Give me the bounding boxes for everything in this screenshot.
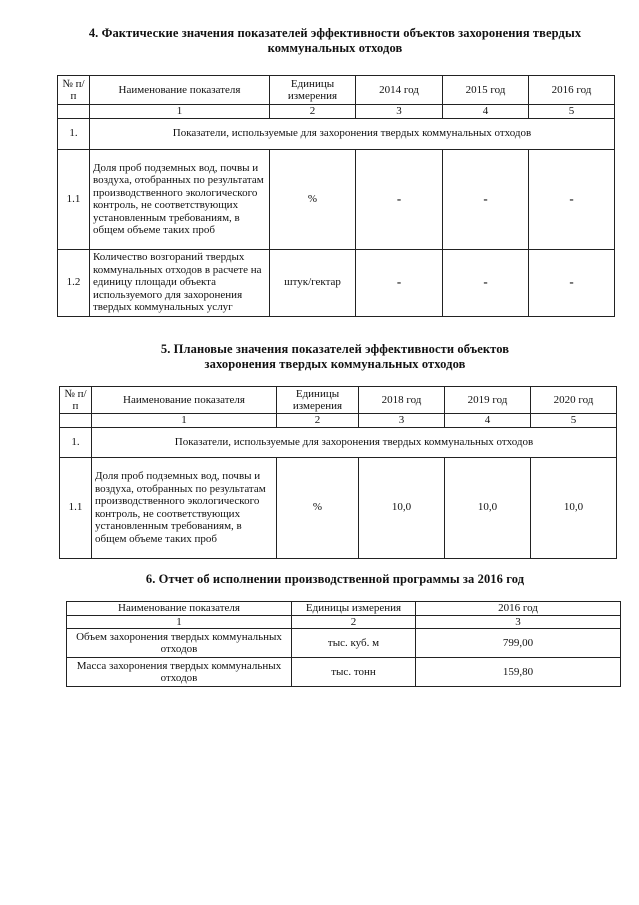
section4-title <box>40 26 630 56</box>
header-year-2015: 2015 год <box>443 76 529 105</box>
section4-title-line2: коммунальных отходов <box>267 41 403 55</box>
row-name: Объем захоронения твердых коммунальных отходов <box>67 629 292 658</box>
section6-title <box>40 572 630 587</box>
group-label: Показатели, используемые для захоронения твердых коммунальных отходов <box>92 427 617 457</box>
row-value-2015: - <box>443 249 529 316</box>
section5-colnum-row <box>60 414 617 428</box>
section5-title <box>40 342 630 372</box>
group-label: Показатели, используемые для захоронения твердых коммунальных отходов <box>90 118 615 149</box>
header-unit: Единицы измерения <box>292 602 416 616</box>
row-value: 159,80 <box>416 658 621 687</box>
colnum-1: 1 <box>67 615 292 629</box>
row-unit: штук/гектар <box>270 249 356 316</box>
row-value-2014: - <box>356 249 443 316</box>
row-name: Доля проб подземных вод, почвы и воздуха, отобранных по результатам производственного экологического контроль, не соответствующих установленным требованиям, в общем объеме таких проб <box>92 457 277 558</box>
row-name: Масса захоронения твердых коммунальных отходов <box>67 658 292 687</box>
section5-header-row <box>60 387 617 414</box>
header-num: № п/п <box>58 76 90 105</box>
colnum-1: 1 <box>90 105 270 119</box>
colnum-1: 1 <box>92 414 277 428</box>
row-value-2016: - <box>529 249 615 316</box>
section4-table <box>57 75 615 317</box>
colnum-blank <box>60 414 92 428</box>
row-value-2015: - <box>443 149 529 249</box>
table-row <box>58 149 615 249</box>
table-row <box>67 658 621 687</box>
table-row <box>67 629 621 658</box>
row-unit: тыс. куб. м <box>292 629 416 658</box>
header-year-2020: 2020 год <box>531 387 617 414</box>
header-year-2019: 2019 год <box>445 387 531 414</box>
row-value-2019: 10,0 <box>445 457 531 558</box>
colnum-4: 4 <box>445 414 531 428</box>
group-num: 1. <box>60 427 92 457</box>
table-row <box>58 249 615 316</box>
row-name: Количество возгораний твердых коммунальных отходов в расчете на единицу площади объекта используемого для захоронения твердых коммунальных услуг <box>90 249 270 316</box>
row-unit: тыс. тонн <box>292 658 416 687</box>
section5-title-line1: 5. Плановые значения показателей эффективности объектов <box>160 342 510 356</box>
section4-colnum-row <box>58 105 615 119</box>
group-num: 1. <box>58 118 90 149</box>
row-num: 1.1 <box>60 457 92 558</box>
section5-group-row <box>60 427 617 457</box>
section5-title-line2: захоронения твердых коммунальных отходов <box>204 357 466 371</box>
row-value-2014: - <box>356 149 443 249</box>
colnum-3: 3 <box>356 105 443 119</box>
row-value-2018: 10,0 <box>359 457 445 558</box>
row-num: 1.2 <box>58 249 90 316</box>
colnum-5: 5 <box>529 105 615 119</box>
header-year-2018: 2018 год <box>359 387 445 414</box>
section6-table <box>66 601 621 687</box>
header-year-2016: 2016 год <box>529 76 615 105</box>
colnum-3: 3 <box>416 615 621 629</box>
header-num: № п/п <box>60 387 92 414</box>
row-unit: % <box>277 457 359 558</box>
colnum-blank <box>58 105 90 119</box>
section5-table <box>59 386 617 559</box>
row-name: Доля проб подземных вод, почвы и воздуха, отобранных по результатам производственного экологического контроль, не соответствующих установленным требованиям, в общем объеме таких проб <box>90 149 270 249</box>
row-num: 1.1 <box>58 149 90 249</box>
header-name: Наименование показателя <box>90 76 270 105</box>
row-value-2016: - <box>529 149 615 249</box>
colnum-5: 5 <box>531 414 617 428</box>
row-value: 799,00 <box>416 629 621 658</box>
header-name: Наименование показателя <box>92 387 277 414</box>
section6-colnum-row <box>67 615 621 629</box>
section6-title-line: 6. Отчет об исполнении производственной программы за 2016 год <box>145 572 525 586</box>
colnum-3: 3 <box>359 414 445 428</box>
colnum-2: 2 <box>277 414 359 428</box>
section4-title-line1: 4. Фактические значения показателей эффективности объектов захоронения твердых <box>88 26 582 40</box>
section4-group-row <box>58 118 615 149</box>
section6-header-row <box>67 602 621 616</box>
colnum-2: 2 <box>270 105 356 119</box>
header-name: Наименование показателя <box>67 602 292 616</box>
row-value-2020: 10,0 <box>531 457 617 558</box>
table-row <box>60 457 617 558</box>
header-year-2014: 2014 год <box>356 76 443 105</box>
header-year-2016: 2016 год <box>416 602 621 616</box>
row-unit: % <box>270 149 356 249</box>
header-unit: Единицы измерения <box>270 76 356 105</box>
header-unit: Единицы измерения <box>277 387 359 414</box>
colnum-4: 4 <box>443 105 529 119</box>
colnum-2: 2 <box>292 615 416 629</box>
section4-header-row <box>58 76 615 105</box>
